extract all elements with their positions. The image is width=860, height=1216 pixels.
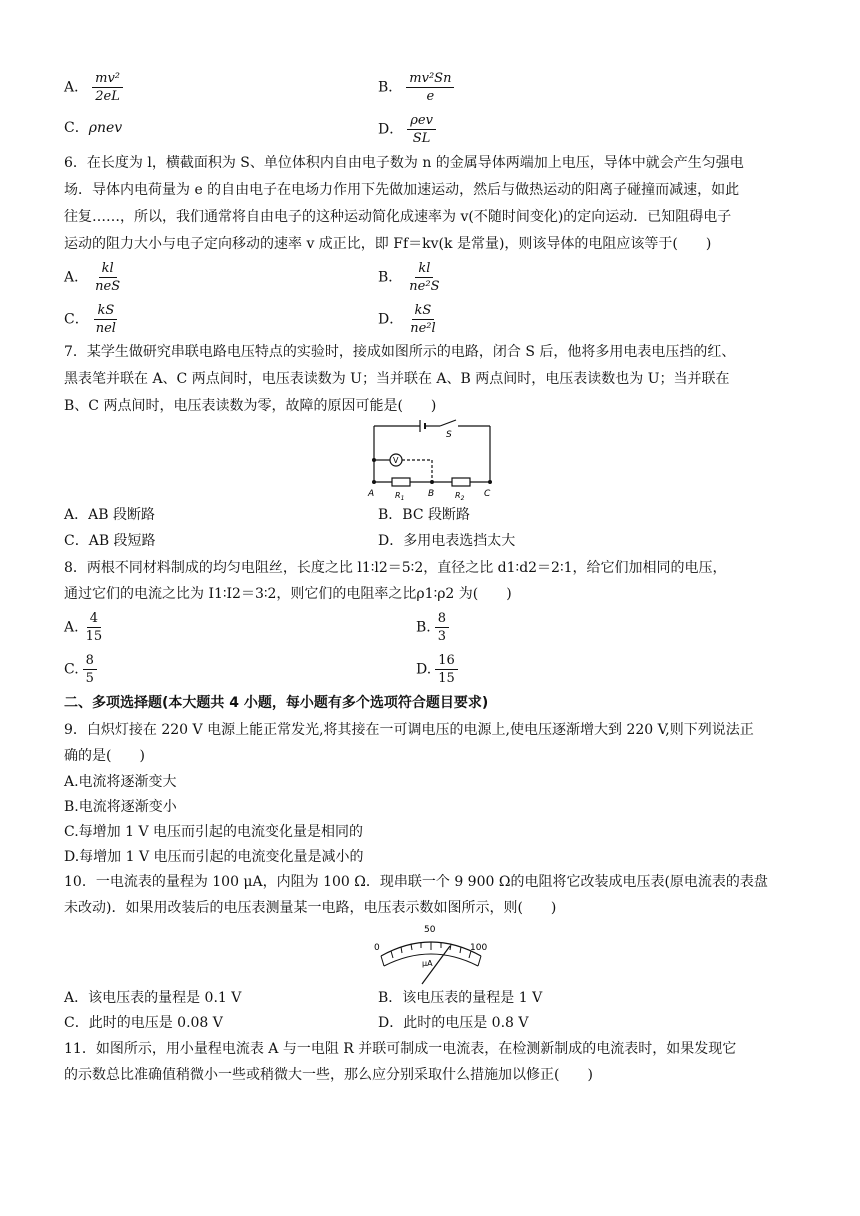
switch-label: S (446, 430, 452, 440)
q5-option-a: A． $\frac{\text{mv²}}{2eL}$ (64, 70, 123, 105)
microammeter-dial (366, 920, 496, 990)
dial-zero-label: 0 (374, 943, 380, 953)
series-circuit-diagram (362, 416, 502, 500)
q7-line: 7．某学生做研究串联电路电压特点的实验时，接成如图所示的电路，闭合 S 后，他将多用电表电压挡的红、 (64, 344, 736, 360)
q8-option-c: C. $\frac{8}{5}$ (64, 652, 97, 687)
q9-option-c: C.每增加 1 V 电压而引起的电流变化量是相同的 (64, 824, 364, 840)
q6-line: 场．导体内电荷量为 e 的自由电子在电场力作用下先做加速运动，然后与做热运动的阳离子碰撞而减速，如此 (64, 182, 740, 198)
q8-option-d: D. $\frac{16}{15}$ (416, 652, 458, 687)
q9-option-d: D.每增加 1 V 电压而引起的电流变化量是减小的 (64, 849, 364, 865)
voltmeter-label: V (393, 456, 399, 465)
dial-hundred-label: 100 (470, 943, 488, 953)
r1-label: $R_1$ (395, 491, 405, 500)
r2-label: $R_2$ (455, 491, 465, 500)
q9-option-a: A.电流将逐渐变大 (64, 774, 177, 790)
q7-option-a: A．AB 段断路 (64, 507, 155, 523)
q7-option-d: D．多用电表选挡太大 (378, 533, 516, 549)
q10-option-d: D．此时的电压是 0.8 V (378, 1015, 529, 1031)
q9-line: 9．白炽灯接在 220 V 电源上能正常发光,将其接在一可调电压的电源上,使电压逐渐增大到 220 V,则下列说法正 (64, 722, 754, 738)
point-b-label: B (428, 489, 435, 499)
q9-option-b: B.电流将逐渐变小 (64, 799, 177, 815)
q9-line: 确的是( ) (64, 748, 145, 764)
q7-line: B、C 两点间时，电压表读数为零，故障的原因可能是( ) (64, 398, 437, 414)
q7-option-b: B．BC 段断路 (378, 507, 470, 523)
point-c-label: C (484, 489, 491, 499)
q10-option-c: C．此时的电压是 0.08 V (64, 1015, 223, 1031)
q8-option-b: B. $\frac{8}{3}$ (416, 610, 449, 645)
section-heading: 二、多项选择题(本大题共 4 小题，每小题有多个选项符合题目要求) (64, 695, 489, 711)
q5-option-d: D． $\frac{\text{ρev}}{SL}$ (378, 112, 436, 147)
q5-option-c: C．ρnev (64, 120, 123, 136)
q11-line: 的示数总比准确值稍微小一些或稍微大一些，那么应分别采取什么措施加以修正( ) (64, 1067, 593, 1083)
q8-line: 通过它们的电流之比为 I1∶I2＝3∶2，则它们的电阻率之比ρ1∶ρ2 为( ) (64, 586, 512, 602)
q10-line: 未改动)．如果用改装后的电压表测量某一电路，电压表示数如图所示，则( ) (64, 900, 557, 916)
q6-option-d: D． $\frac{kS}{\text{ne²l}}$ (378, 303, 436, 336)
point-a-label: A (368, 489, 375, 499)
q7-option-c: C．AB 段短路 (64, 533, 156, 549)
q8-line: 8．两根不同材料制成的均匀电阻丝，长度之比 l1∶l2＝5∶2，直径之比 d1∶d2＝2∶1，给它们加相同的电压， (64, 560, 727, 576)
q10-option-b: B．该电压表的量程是 1 V (378, 990, 543, 1006)
q6-option-c: C． $\frac{kS}{\text{nel}}$ (64, 303, 116, 336)
q6-option-a: A． $\frac{kl}{\text{neS}}$ (64, 261, 121, 294)
q5-option-b: B． $\frac{\text{mv²Sn}}{e}$ (378, 70, 454, 105)
q10-line: 10．一电流表的量程为 100 μA，内阻为 100 Ω．现串联一个 9 900 Ω的电阻将它改装成电压表(原电流表的表盘 (64, 874, 768, 890)
q6-line: 6．在长度为 l，横截面积为 S、单位体积内自由电子数为 n 的金属导体两端加上电压，导体中就会产生匀强电 (64, 155, 744, 171)
q11-line: 11．如图所示，用小量程电流表 A 与一电阻 R 并联可制成一电流表，在检测新制成的电流表时，如果发现它 (64, 1041, 737, 1057)
q6-option-b: B． $\frac{kl}{\text{ne²S}}$ (378, 261, 440, 294)
q6-line: 往复……，所以，我们通常将自由电子的这种运动简化成速率为 v(不随时间变化)的定向运动．已知阻碍电子 (64, 209, 732, 225)
q8-option-a: A. $\frac{4}{15}$ (64, 611, 103, 644)
q6-line: 运动的阻力大小与电子定向移动的速率 v 成正比，即 Ff＝kv(k 是常量)，则该导体的电阻应该等于( ) (64, 236, 712, 252)
q10-option-a: A．该电压表的量程是 0.1 V (64, 990, 242, 1006)
dial-unit-label: μA (422, 959, 433, 968)
q7-line: 黑表笔并联在 A、C 两点间时，电压表读数为 U；当并联在 A、B 两点间时，电压表读数也为 U；当并联在 (64, 371, 730, 387)
dial-fifty-label: 50 (424, 925, 436, 935)
